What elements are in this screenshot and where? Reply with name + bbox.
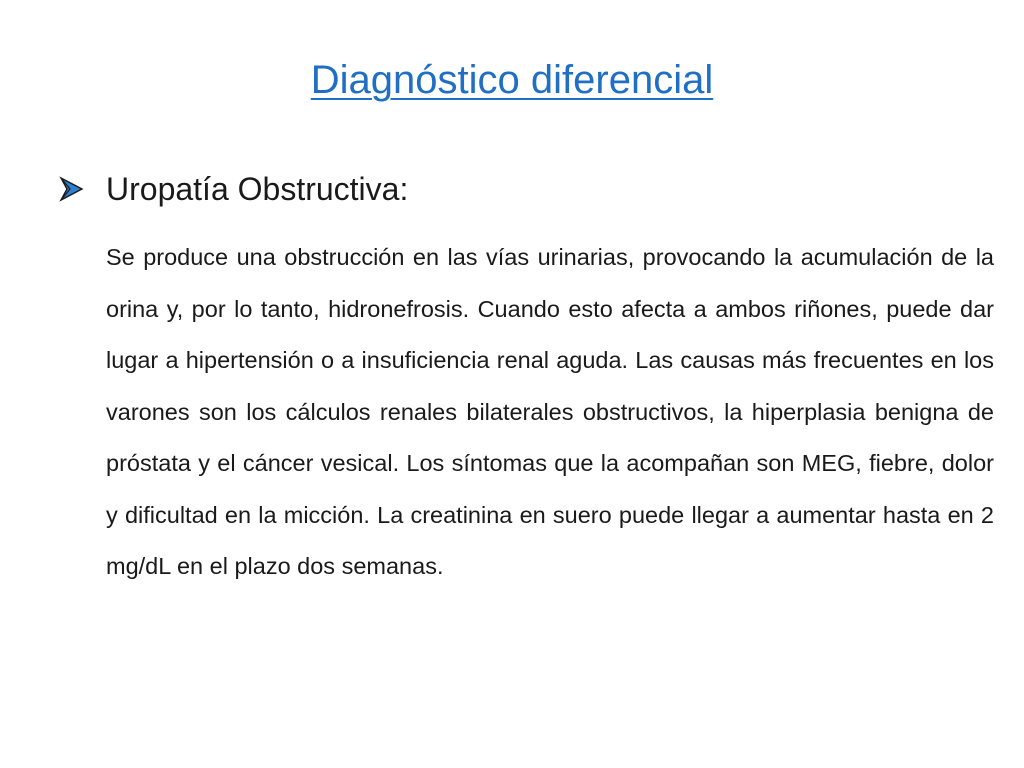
arrow-bullet-icon: [58, 176, 84, 202]
slide-title: Diagnóstico diferencial: [310, 58, 714, 102]
bullet-heading: Uropatía Obstructiva:: [106, 171, 409, 207]
bullet-item: [58, 164, 408, 214]
body-paragraph: Se produce una obstrucción en las vías urinarias, provocando la acumulación de la orina y, por lo tanto, hidronefrosis. Cuando esto afecta a ambos riñones, puede dar lugar a hipertensión o a insuficiencia renal aguda. Las causas más frecuentes en los varones son los cálculos renales bilaterales obstructivos, la hiperplasia benigna de próstata y el cáncer vesical. Los síntomas que la acompañan son MEG, fiebre, dolor y dificultad en la micción. La creatinina en suero puede llegar a aumentar hasta en 2 mg/dL en el plazo dos semanas.: [106, 244, 994, 579]
